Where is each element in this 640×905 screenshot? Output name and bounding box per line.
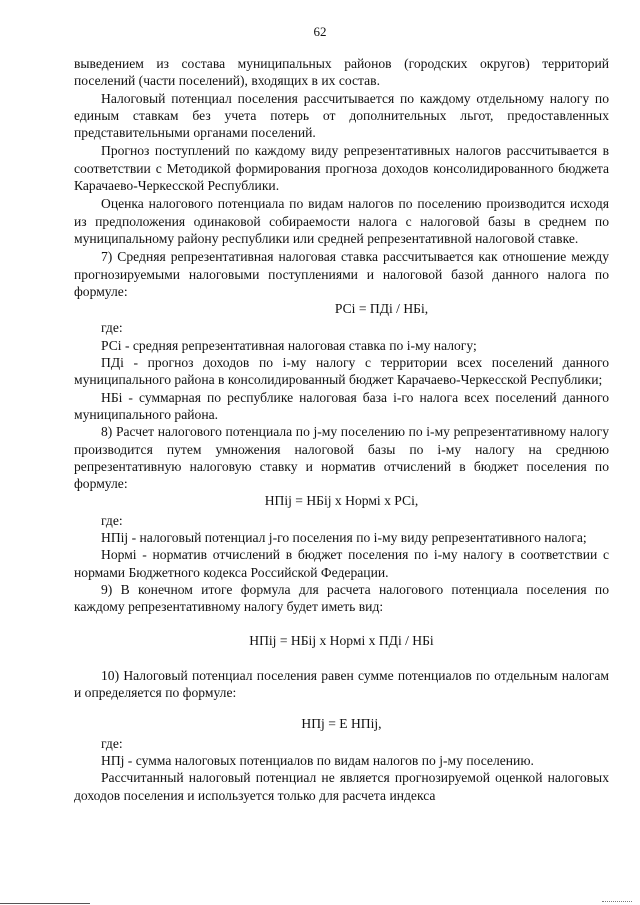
formula: НПij = НБij х Нормi х ПДi / НБi (249, 632, 434, 648)
formula: НПij = НБij х Нормi х РСi, (264, 493, 419, 509)
definition: Нормi - норматив отчислений в бюджет поселения по i-му налогу в соответствии с нормами Бюджетного кодекса Российской Федерации. (74, 547, 609, 580)
where-label: где: (101, 320, 123, 336)
where-label: где: (101, 735, 123, 751)
paragraph: 7) Средняя репрезентативная налоговая ставка рассчитывается как отношение между прогнозируемыми налоговыми поступлениями и налоговой базой данного налога по формуле: (74, 249, 609, 299)
definition: РСi - средняя репрезентативная налоговая ставка по i-му налогу; (101, 337, 477, 353)
formula: НПj = Е НПij, (301, 716, 382, 732)
formula: РСi = ПДi / НБi, (334, 301, 429, 317)
page-edge-dots (602, 901, 632, 902)
definition: НПij - налоговый потенциал j-го поселения по i-му виду репрезентативного налога; (101, 530, 587, 546)
paragraph: Налоговый потенциал поселения рассчитывается по каждому отдельному налогу по единым ставкам без учета потерь от дополнительных льгот, предоставленных представительными органами поселений. (74, 90, 609, 141)
definition: ПДi - прогноз доходов по i-му налогу с территории всех поселений данного муниципального района в консолидированный бюджет Карачаево-Черкесской Республики; (74, 355, 609, 388)
page-edge-line (0, 903, 90, 904)
paragraph: Прогноз поступлений по каждому виду репрезентативных налогов рассчитывается в соответствии с Методикой формирования прогноза доходов консолидированного бюджета Карачаево-Черкесской Республики. (74, 143, 609, 194)
where-label: где: (101, 512, 123, 528)
paragraph: 9) В конечном итоге формула для расчета налогового потенциала поселения по каждому репрезентативному налогу будет иметь вид: (74, 581, 609, 615)
definition: НБi - суммарная по республике налоговая база i-го налога всех поселений данного муниципального района. (74, 389, 609, 422)
page-number: 62 (313, 24, 327, 39)
document-body (74, 55, 609, 804)
paragraph: выведением из состава муниципальных районов (городских округов) территорий поселений (части поселений), входящих в их состав. (74, 56, 609, 89)
paragraph: 10) Налоговый потенциал поселения равен сумме потенциалов по отдельным налогам и определяется по формуле: (74, 667, 609, 701)
definition: НПj - сумма налоговых потенциалов по видам налогов по j-му поселению. (101, 752, 534, 768)
paragraph: Рассчитанный налоговый потенциал не является прогнозируемой оценкой налоговых доходов поселения и используется только для расчета индекса (74, 770, 609, 803)
paragraph: 8) Расчет налогового потенциала по j-му поселению по i-му репрезентативному налогу производится путем умножения налоговой базы по i-му налогу на среднюю репрезентативную налоговую ставку и норматив отчислений в бюджет поселения по формуле: (74, 424, 609, 492)
paragraph: Оценка налогового потенциала по видам налогов по поселению производится исходя из предположения одинаковой собираемости налога с налоговой базы в среднем по муниципальному району республики или средней репрезентативной налоговой ставке. (74, 196, 609, 246)
